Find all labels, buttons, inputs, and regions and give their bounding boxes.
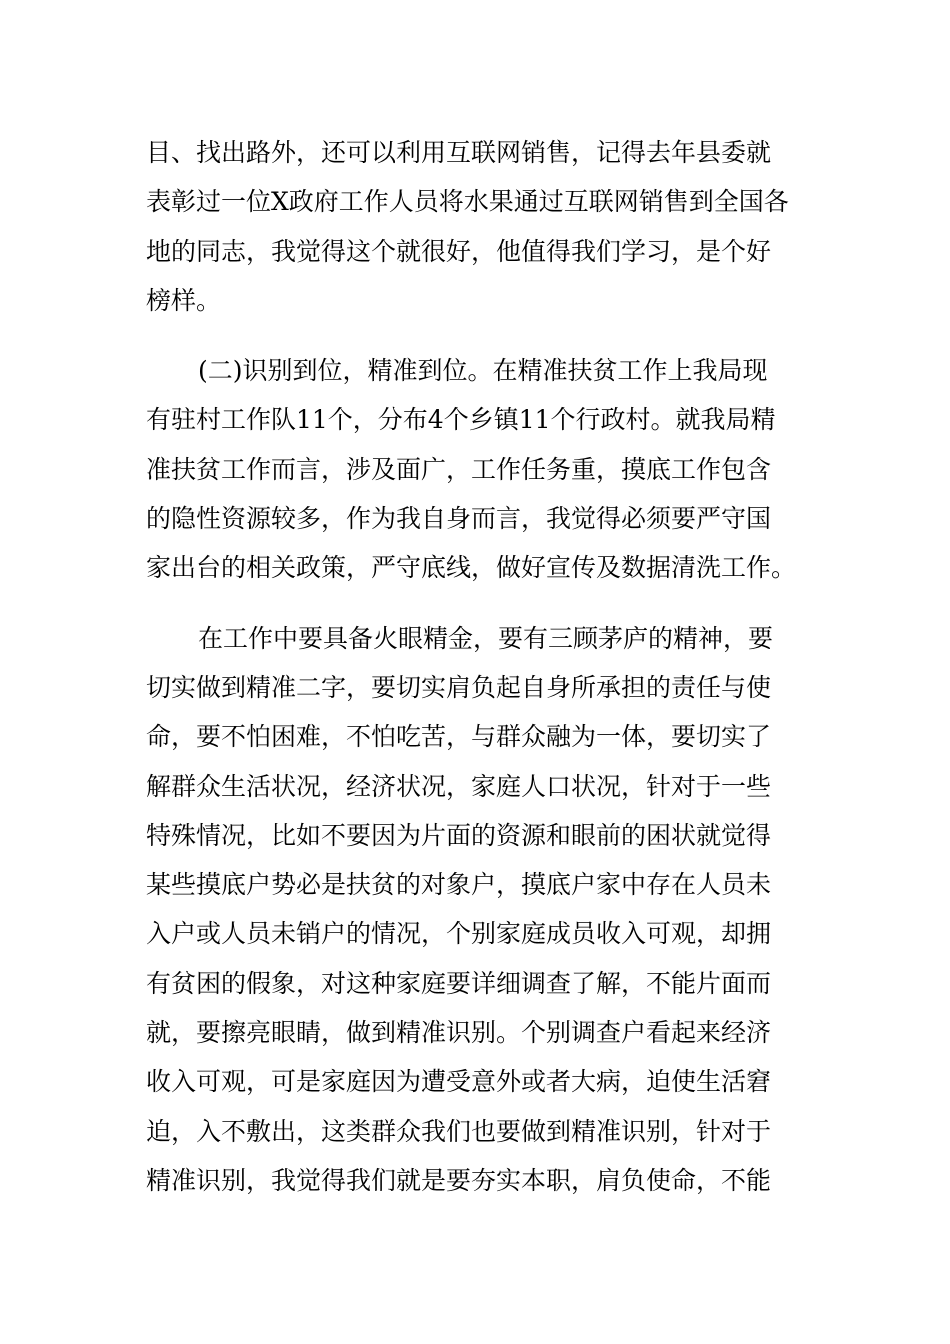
paragraph-3	[146, 614, 811, 1206]
text-line: 命，要不怕困难，不怕吃苦，与群众融为一体，要切实了	[146, 722, 772, 752]
text-line: 迫，入不敷出，这类群众我们也要做到精准识别，针对于	[146, 1116, 772, 1146]
paragraph-gap	[146, 593, 811, 614]
text-line: 解群众生活状况，经济状况，家庭人口状况，针对于一些	[146, 771, 772, 801]
paragraph-2	[146, 346, 811, 592]
text-line: 有贫困的假象，对这种家庭要详细调查了解，不能片面而	[146, 968, 772, 998]
text-line: 榜样。	[146, 285, 222, 315]
text-line: 就，要擦亮眼睛，做到精准识别。个别调查户看起来经济	[146, 1018, 772, 1048]
text-line: 切实做到精准二字，要切实肩负起自身所承担的责任与使	[146, 672, 772, 702]
text-line: 收入可观，可是家庭因为遭受意外或者大病，迫使生活窘	[146, 1067, 772, 1097]
text-line: 家出台的相关政策，严守底线，做好宣传及数据清洗工作。	[146, 553, 797, 583]
text-line: 某些摸底户势必是扶贫的对象户，摸底户家中存在人员未	[146, 870, 772, 900]
text-line: 地的同志，我觉得这个就很好，他值得我们学习，是个好	[146, 236, 772, 266]
text-line: 表彰过一位X政府工作人员将水果通过互联网销售到全国各	[146, 187, 789, 217]
text-line: 在工作中要具备火眼精金，要有三顾茅庐的精神，要	[198, 623, 774, 653]
text-line: 特殊情况，比如不要因为片面的资源和眼前的困状就觉得	[146, 820, 772, 850]
text-line: 精准识别，我觉得我们就是要夯实本职，肩负使命，不能	[146, 1165, 772, 1195]
paragraph-1	[146, 128, 811, 325]
text-line: 目、找出路外，还可以利用互联网销售，记得去年县委就	[146, 138, 772, 167]
text-line: 的隐性资源较多，作为我自身而言，我觉得必须要严守国	[146, 504, 772, 534]
paragraph-gap	[146, 325, 811, 346]
text-line: (二)识别到位，精准到位。在精准扶贫工作上我局现	[198, 356, 768, 386]
text-line: 有驻村工作队11个，分布4个乡镇11个行政村。就我局精	[146, 405, 776, 435]
text-line: 入户或人员未销户的情况，个别家庭成员收入可观，却拥	[146, 919, 772, 949]
text-line: 准扶贫工作而言，涉及面广，工作任务重，摸底工作包含	[146, 454, 772, 484]
body-text	[146, 128, 811, 1205]
